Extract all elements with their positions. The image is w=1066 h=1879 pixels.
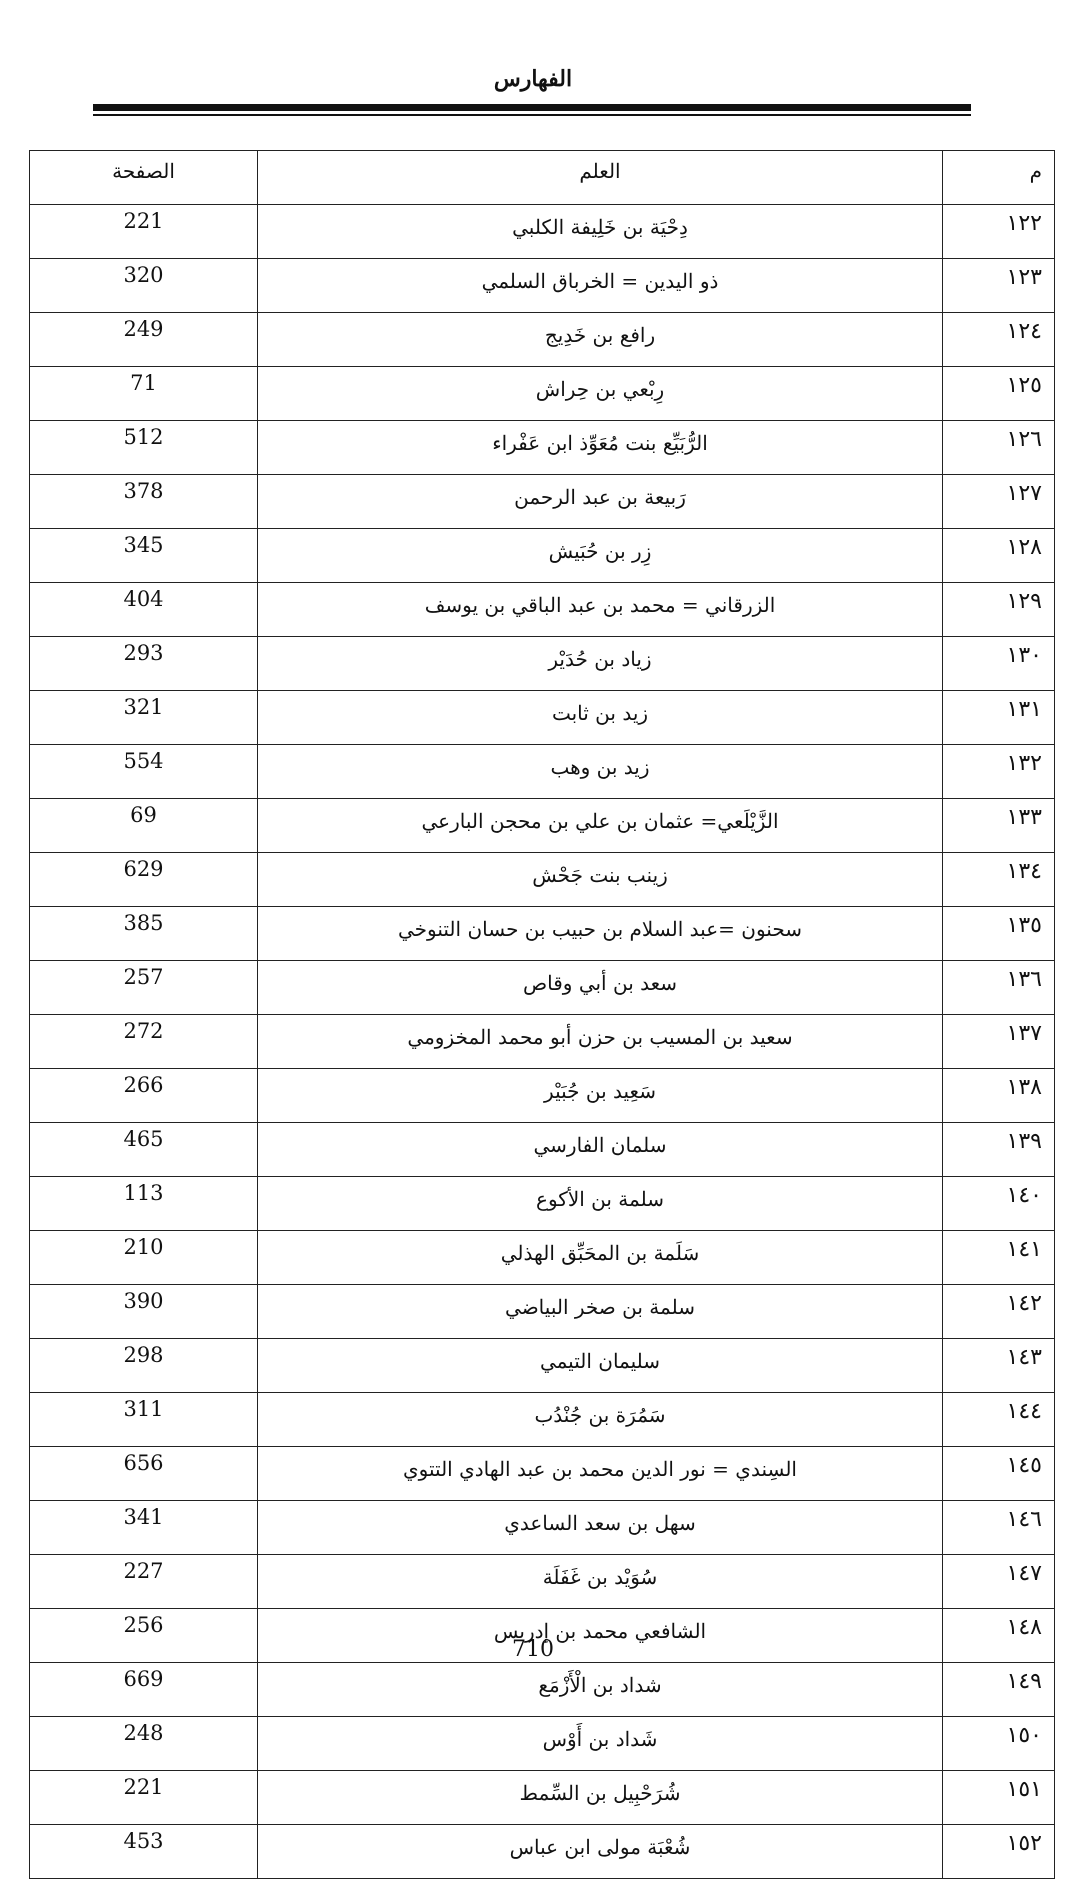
row-index: ١٣١ [943, 691, 1055, 745]
row-page-number: 69 [30, 799, 258, 853]
row-name: زياد بن حُدَيْر [258, 637, 943, 691]
table-row [30, 1663, 1055, 1717]
row-page-number: 227 [30, 1555, 258, 1609]
row-page-number: 390 [30, 1285, 258, 1339]
row-index: ١٤٩ [943, 1663, 1055, 1717]
row-page-number: 320 [30, 259, 258, 313]
row-page-number: 669 [30, 1663, 258, 1717]
row-index: ١٣٦ [943, 961, 1055, 1015]
row-page-number: 512 [30, 421, 258, 475]
row-name: الشافعي محمد بن إدريس [258, 1609, 943, 1663]
table-row [30, 313, 1055, 367]
row-name: سهل بن سعد الساعدي [258, 1501, 943, 1555]
row-index: ١٣٤ [943, 853, 1055, 907]
column-header-name: العلم [258, 151, 943, 205]
table-row [30, 745, 1055, 799]
table-row [30, 1285, 1055, 1339]
row-page-number: 71 [30, 367, 258, 421]
row-name: الزَّيْلَعي= عثمان بن علي بن محجن البارعي [258, 799, 943, 853]
row-page-number: 248 [30, 1717, 258, 1771]
row-page-number: 221 [30, 205, 258, 259]
column-header-page: الصفحة [30, 151, 258, 205]
row-page-number: 385 [30, 907, 258, 961]
row-index: ١٤٤ [943, 1393, 1055, 1447]
row-index: ١٣٠ [943, 637, 1055, 691]
table-row [30, 259, 1055, 313]
table-row [30, 1717, 1055, 1771]
row-page-number: 453 [30, 1825, 258, 1879]
table-row [30, 961, 1055, 1015]
row-page-number: 321 [30, 691, 258, 745]
table-row [30, 1501, 1055, 1555]
row-name: سعد بن أبي وقاص [258, 961, 943, 1015]
row-index: ١٤٧ [943, 1555, 1055, 1609]
row-name: سعيد بن المسيب بن حزن أبو محمد المخزومي [258, 1015, 943, 1069]
table-row [30, 1447, 1055, 1501]
row-index: ١٢٥ [943, 367, 1055, 421]
table-row [30, 853, 1055, 907]
row-page-number: 221 [30, 1771, 258, 1825]
row-page-number: 378 [30, 475, 258, 529]
row-name: زينب بنت جَحْش [258, 853, 943, 907]
row-name: سُوَيْد بن غَفَلَة [258, 1555, 943, 1609]
row-name: سلمان الفارسي [258, 1123, 943, 1177]
row-index: ١٢٤ [943, 313, 1055, 367]
row-name: سَلَمة بن المحَبِّق الهذلي [258, 1231, 943, 1285]
row-index: ١٤٣ [943, 1339, 1055, 1393]
header-rule-thin [93, 114, 971, 116]
row-page-number: 298 [30, 1339, 258, 1393]
row-name: شُرَحْبِيل بن السِّمط [258, 1771, 943, 1825]
header-rule-thick [93, 104, 971, 111]
row-page-number: 256 [30, 1609, 258, 1663]
header-row [30, 151, 1055, 205]
row-page-number: 629 [30, 853, 258, 907]
row-index: ١٥٢ [943, 1825, 1055, 1879]
row-name: شَداد بن أَوْس [258, 1717, 943, 1771]
row-name: رافع بن خَدِيج [258, 313, 943, 367]
row-name: السِندي = نور الدين محمد بن عبد الهادي التتوي [258, 1447, 943, 1501]
row-page-number: 404 [30, 583, 258, 637]
table-row [30, 1123, 1055, 1177]
table-row [30, 475, 1055, 529]
row-page-number: 311 [30, 1393, 258, 1447]
row-index: ١٢٢ [943, 205, 1055, 259]
table-row [30, 583, 1055, 637]
row-name: زِر بن حُبَيش [258, 529, 943, 583]
row-index: ١٤٥ [943, 1447, 1055, 1501]
index-table-body [30, 205, 1055, 1879]
table-row [30, 1555, 1055, 1609]
row-page-number: 266 [30, 1069, 258, 1123]
row-page-number: 465 [30, 1123, 258, 1177]
table-row [30, 421, 1055, 475]
row-page-number: 272 [30, 1015, 258, 1069]
row-name: زيد بن وهب [258, 745, 943, 799]
row-name: دِحْيَة بن خَلِيفة الكلبي [258, 205, 943, 259]
row-name: زيد بن ثابت [258, 691, 943, 745]
row-name: سحنون =عبد السلام بن حبيب بن حسان التنوخي [258, 907, 943, 961]
row-name: سَعِيد بن جُبَيْر [258, 1069, 943, 1123]
row-index: ١٣٨ [943, 1069, 1055, 1123]
row-index: ١٢٨ [943, 529, 1055, 583]
row-index: ١٢٣ [943, 259, 1055, 313]
row-index: ١٥١ [943, 1771, 1055, 1825]
page-header-title: الفهارس [493, 66, 573, 92]
table-row [30, 1825, 1055, 1879]
row-name: شداد بن الْأَزْمَع [258, 1663, 943, 1717]
row-name: رِبْعي بن حِراش [258, 367, 943, 421]
row-name: رَبيعة بن عبد الرحمن [258, 475, 943, 529]
table-row [30, 1339, 1055, 1393]
row-index: ١٣٩ [943, 1123, 1055, 1177]
row-index: ١٤٦ [943, 1501, 1055, 1555]
table-row [30, 1015, 1055, 1069]
row-index: ١٣٥ [943, 907, 1055, 961]
row-name: الرُّبَيِّع بنت مُعَوِّذ ابن عَفْراء [258, 421, 943, 475]
row-index: ١٤٠ [943, 1177, 1055, 1231]
row-page-number: 656 [30, 1447, 258, 1501]
table-row [30, 1177, 1055, 1231]
row-index: ١٢٧ [943, 475, 1055, 529]
column-header-number: م [943, 151, 1055, 205]
row-name: شُعْبَة مولى ابن عباس [258, 1825, 943, 1879]
row-page-number: 341 [30, 1501, 258, 1555]
row-index: ١٢٩ [943, 583, 1055, 637]
table-row [30, 907, 1055, 961]
row-page-number: 293 [30, 637, 258, 691]
row-name: سليمان التيمي [258, 1339, 943, 1393]
row-index: ١٣٧ [943, 1015, 1055, 1069]
row-name: سَمُرَة بن جُنْدُب [258, 1393, 943, 1447]
row-index: ١٣٢ [943, 745, 1055, 799]
index-table-head [30, 151, 1055, 205]
row-page-number: 257 [30, 961, 258, 1015]
table-row [30, 799, 1055, 853]
table-row [30, 1069, 1055, 1123]
row-index: ١٣٣ [943, 799, 1055, 853]
row-name: سلمة بن الأكوع [258, 1177, 943, 1231]
row-page-number: 345 [30, 529, 258, 583]
table-row [30, 1393, 1055, 1447]
row-name: سلمة بن صخر البياضي [258, 1285, 943, 1339]
row-page-number: 249 [30, 313, 258, 367]
row-index: ١٢٦ [943, 421, 1055, 475]
row-page-number: 113 [30, 1177, 258, 1231]
table-row [30, 205, 1055, 259]
row-page-number: 210 [30, 1231, 258, 1285]
table-row [30, 529, 1055, 583]
row-name: ذو اليدين = الخرباق السلمي [258, 259, 943, 313]
row-index: ١٤١ [943, 1231, 1055, 1285]
index-table [29, 150, 1055, 1879]
row-index: ١٤٨ [943, 1609, 1055, 1663]
row-name: الزرقاني = محمد بن عبد الباقي بن يوسف [258, 583, 943, 637]
table-row [30, 1771, 1055, 1825]
row-index: ١٥٠ [943, 1717, 1055, 1771]
table-row [30, 637, 1055, 691]
table-row [30, 1231, 1055, 1285]
page-number: 710 [512, 1637, 554, 1662]
table-row [30, 691, 1055, 745]
row-page-number: 554 [30, 745, 258, 799]
table-row [30, 367, 1055, 421]
row-index: ١٤٢ [943, 1285, 1055, 1339]
